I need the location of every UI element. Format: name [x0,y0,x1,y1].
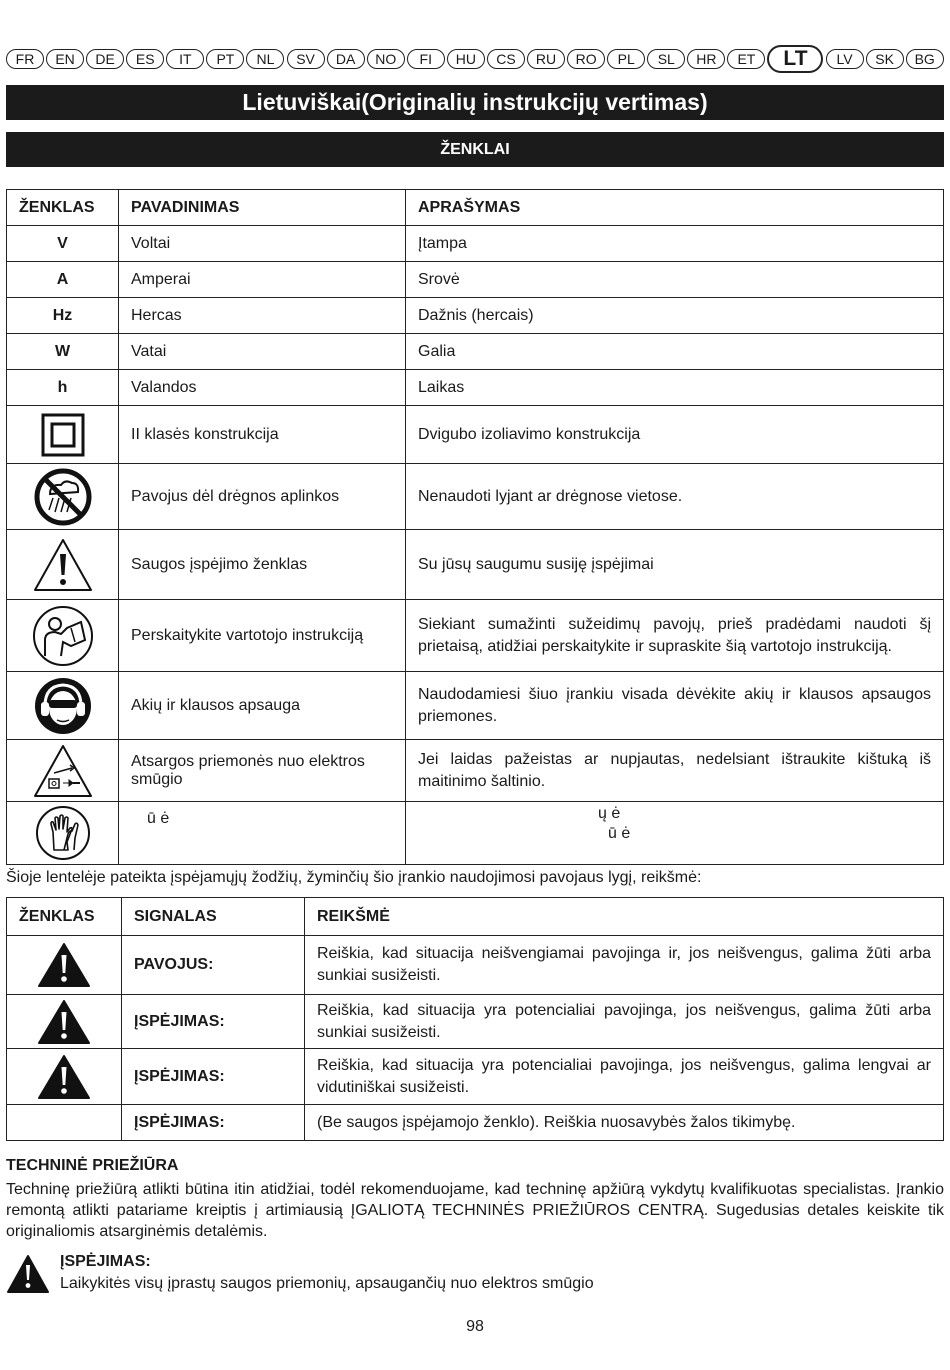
symbol-cell [7,1105,122,1141]
final-warning-text: Laikykitės visų įprastų saugos priemonių, apsaugančių nuo elektros smūgio [60,1275,594,1292]
lang-et[interactable]: ET [727,49,765,69]
table-row [7,334,944,370]
page-title: Lietuviškai(Originalių instrukcijų vertimas) [6,85,944,120]
lang-ru[interactable]: RU [527,49,565,69]
desc-line: ū ė [608,825,631,842]
desc-cell: Nenaudoti lyjant ar drėgnose vietose. [406,464,944,530]
warning-triangle-filled-icon [37,999,91,1045]
column-header: APRAŠYMAS [406,190,944,226]
table-row [7,740,944,802]
lang-pl[interactable]: PL [607,49,645,69]
lang-no[interactable]: NO [367,49,405,69]
desc-cell: Laikas [406,370,944,406]
desc-line: ų ė [598,805,621,822]
meaning-cell: Reiškia, kad situacija yra potencialiai pavojinga, jos neišvengus, galima žūti arba sunkiai susižeisti. [305,995,944,1049]
maintenance-title: TECHNINĖ PRIEŽIŪRA [6,1157,179,1174]
symbol-cell [7,530,119,600]
table-row [7,226,944,262]
warning-triangle-filled-icon [37,942,91,988]
name-cell: Amperai [119,262,406,298]
double-square-icon [40,412,86,458]
signal-cell: ĮSPĖJIMAS: [122,995,305,1049]
meaning-cell: (Be saugos įspėjamojo ženklo). Reiškia nuosavybės žalos tikimybę. [305,1105,944,1141]
symbol-cell: V [7,226,119,262]
desc-cell: Dvigubo izoliavimo konstrukcija [406,406,944,464]
name-cell: Atsargos priemonės nuo elektros smūgio [119,740,406,802]
lang-lt-active[interactable]: LT [767,45,823,73]
column-header: ŽENKLAS [7,898,122,936]
gloves-icon [34,804,92,862]
table-row [7,600,944,672]
symbol-cell: Hz [7,298,119,334]
symbol-cell [7,802,119,865]
symbol-cell: h [7,370,119,406]
table-row [7,672,944,740]
desc-cell: Įtampa [406,226,944,262]
symbol-cell [7,600,119,672]
symbol-cell [7,936,122,995]
table-header-row [7,190,944,226]
signal-cell: ĮSPĖJIMAS: [122,1049,305,1105]
lang-da[interactable]: DA [327,49,365,69]
symbol-cell [7,406,119,464]
lang-de[interactable]: DE [86,49,124,69]
name-cell: Saugos įspėjimo ženklas [119,530,406,600]
section-header: ŽENKLAI [6,132,944,167]
desc-cell: Naudodamiesi šiuo įrankiu visada dėvėkite akių ir klausos apsaugos priemones. [406,672,944,740]
table-row [7,370,944,406]
desc-cell: Dažnis (hercais) [406,298,944,334]
lang-es[interactable]: ES [126,49,164,69]
lang-hu[interactable]: HU [447,49,485,69]
table-row [7,1049,944,1105]
name-cell: Akių ir klausos apsauga [119,672,406,740]
desc-cell: Galia [406,334,944,370]
symbol-cell [7,1049,122,1105]
lang-sl[interactable]: SL [647,49,685,69]
eye-ear-protection-icon [33,676,93,736]
name-cell: Voltai [119,226,406,262]
column-header: REIKŠMĖ [305,898,944,936]
table-row [7,995,944,1049]
warning-triangle-filled-icon [6,1254,50,1294]
warning-triangle-filled-icon [37,1054,91,1100]
name-cell: Hercas [119,298,406,334]
lang-fi[interactable]: FI [407,49,445,69]
signal-table [6,897,944,1141]
desc-cell: Su jūsų saugumu susiję įspėjimai [406,530,944,600]
read-manual-icon [31,604,95,668]
table-row [7,530,944,600]
no-rain-icon [34,468,92,526]
column-header: SIGNALAS [122,898,305,936]
maintenance-body: Techninę priežiūrą atlikti būtina itin atidžiai, todėl rekomenduojame, kad techninę apžiūrą vykdytų kvalifikuotas specialistas. Įrankio remontą atlikti patariame kreiptis į artimiausią ĮGALIOTĄ TECHNINĖS PRIEŽIŪROS CENTRĄ. Sugedusias detales keiskite tik originaliomis atsarginėmis detalėmis. [6,1181,944,1240]
signal-cell: ĮSPĖJIMAS: [122,1105,305,1141]
table-row [7,298,944,334]
table-row [7,802,944,865]
lang-lv[interactable]: LV [826,49,864,69]
language-bar [6,46,944,72]
desc-cell [406,802,944,865]
signal-intro: Šioje lentelėje pateikta įspėjamųjų žodžių, žyminčių šio įrankio naudojimosi pavojaus lygį, reikšmė: [6,869,702,886]
table-row [7,262,944,298]
symbol-cell [7,740,119,802]
symbol-cell [7,464,119,530]
lang-bg[interactable]: BG [906,49,944,69]
lang-sv[interactable]: SV [287,49,325,69]
table-header-row [7,898,944,936]
table-row [7,406,944,464]
symbol-cell: W [7,334,119,370]
symbols-table [6,189,944,865]
name-cell: Perskaitykite vartotojo instrukciją [119,600,406,672]
table-row [7,936,944,995]
meaning-cell: Reiškia, kad situacija neišvengiamai pavojinga ir, jos neišvengus, galima žūti arba sunkiai susižeisti. [305,936,944,995]
symbol-cell [7,995,122,1049]
lang-nl[interactable]: NL [246,49,284,69]
electric-shock-icon [32,743,94,799]
name-cell: Vatai [119,334,406,370]
table-row [7,1105,944,1141]
desc-cell: Srovė [406,262,944,298]
name-cell: ū ė [119,802,406,865]
name-cell: Pavojus dėl drėgnos aplinkos [119,464,406,530]
desc-cell: Jei laidas pažeistas ar nupjautas, nedelsiant ištraukite kištuką iš maitinimo šaltinio. [406,740,944,802]
symbol-cell: A [7,262,119,298]
meaning-cell: Reiškia, kad situacija yra potencialiai pavojinga, jos neišvengus, galima lengvai ar vidutiniškai susižeisti. [305,1049,944,1105]
name-cell: II klasės konstrukcija [119,406,406,464]
lang-ro[interactable]: RO [567,49,605,69]
lang-cs[interactable]: CS [487,49,525,69]
lang-hr[interactable]: HR [687,49,725,69]
warning-triangle-icon [32,537,94,593]
lang-fr[interactable]: FR [6,49,44,69]
lang-it[interactable]: IT [166,49,204,69]
table-row [7,464,944,530]
symbol-cell [7,672,119,740]
final-warning-title: ĮSPĖJIMAS: [60,1253,151,1270]
desc-cell: Siekiant sumažinti sužeidimų pavojų, prieš pradėdami naudoti šį prietaisą, atidžiai perskaitykite ir supraskite šią vartotojo instrukciją. [406,600,944,672]
lang-sk[interactable]: SK [866,49,904,69]
lang-en[interactable]: EN [46,49,84,69]
column-header: ŽENKLAS [7,190,119,226]
column-header: PAVADINIMAS [119,190,406,226]
signal-cell: PAVOJUS: [122,936,305,995]
page-number: 98 [466,1318,484,1335]
name-cell: Valandos [119,370,406,406]
final-warning [6,1250,944,1300]
lang-pt[interactable]: PT [206,49,244,69]
